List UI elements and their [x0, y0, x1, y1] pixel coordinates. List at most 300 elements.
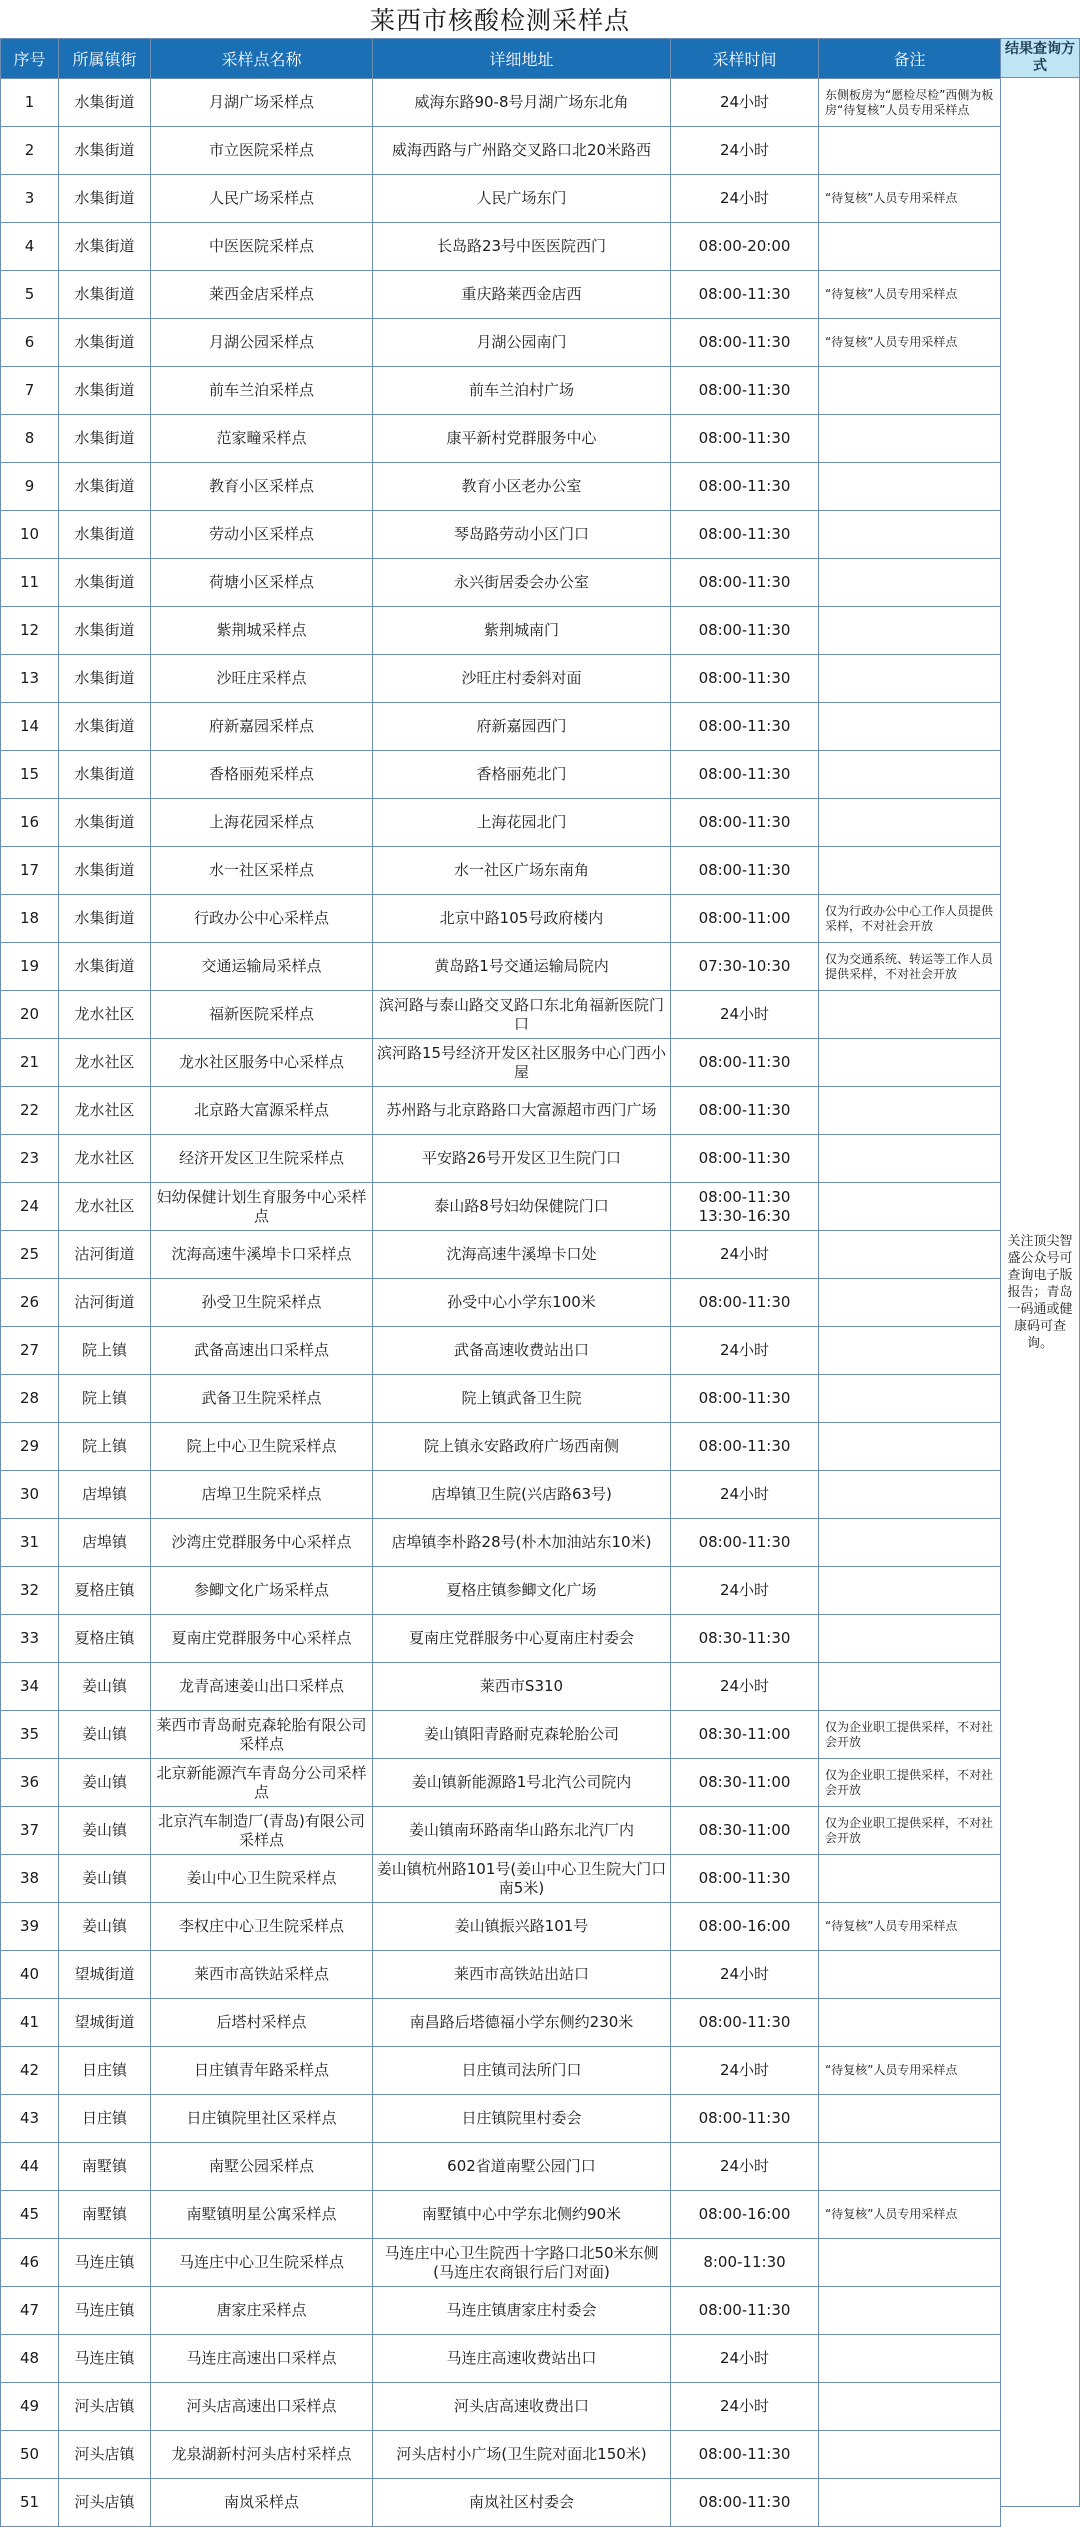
- cell-address[interactable]: 永兴街居委会办公室: [373, 559, 671, 607]
- cell-site-name[interactable]: 日庄镇青年路采样点: [151, 2047, 373, 2095]
- cell-address[interactable]: 院上镇永安路政府广场西南侧: [373, 1423, 671, 1471]
- cell-site-name[interactable]: 后塔村采样点: [151, 1999, 373, 2047]
- cell-index[interactable]: 21: [1, 1039, 59, 1087]
- cell-district[interactable]: 沽河街道: [59, 1231, 151, 1279]
- cell-address[interactable]: 孙受中心小学东100米: [373, 1279, 671, 1327]
- cell-hours[interactable]: 08:00-11:30: [671, 1855, 819, 1903]
- cell-index[interactable]: 38: [1, 1855, 59, 1903]
- cell-hours[interactable]: 07:30-10:30: [671, 943, 819, 991]
- cell-address[interactable]: 康平新村党群服务中心: [373, 415, 671, 463]
- cell-notes[interactable]: [819, 1375, 1001, 1423]
- column-header-index[interactable]: 序号: [1, 39, 59, 79]
- cell-notes[interactable]: [819, 655, 1001, 703]
- cell-index[interactable]: 7: [1, 367, 59, 415]
- cell-notes[interactable]: [819, 2287, 1001, 2335]
- cell-hours[interactable]: 08:00-11:30: [671, 2095, 819, 2143]
- cell-address[interactable]: 姜山镇阳青路耐克森轮胎公司: [373, 1711, 671, 1759]
- cell-index[interactable]: 12: [1, 607, 59, 655]
- cell-address[interactable]: 苏州路与北京路路口大富源超市西门广场: [373, 1087, 671, 1135]
- cell-address[interactable]: 人民广场东门: [373, 175, 671, 223]
- cell-notes[interactable]: “待复核”人员专用采样点: [819, 2191, 1001, 2239]
- cell-notes[interactable]: [819, 223, 1001, 271]
- cell-notes[interactable]: [819, 1663, 1001, 1711]
- cell-address[interactable]: 姜山镇新能源路1号北汽公司院内: [373, 1759, 671, 1807]
- cell-hours[interactable]: 08:00-11:30: [671, 1279, 819, 1327]
- cell-district[interactable]: 望城街道: [59, 1951, 151, 1999]
- cell-district[interactable]: 水集街道: [59, 79, 151, 127]
- cell-notes[interactable]: [819, 1087, 1001, 1135]
- cell-index[interactable]: 39: [1, 1903, 59, 1951]
- cell-hours[interactable]: 08:00-11:30: [671, 1087, 819, 1135]
- table-row[interactable]: [1, 2479, 1001, 2527]
- cell-notes[interactable]: [819, 415, 1001, 463]
- table-row[interactable]: [1, 703, 1001, 751]
- cell-district[interactable]: 马连庄镇: [59, 2239, 151, 2287]
- cell-address[interactable]: 黄岛路1号交通运输局院内: [373, 943, 671, 991]
- cell-site-name[interactable]: 月湖广场采样点: [151, 79, 373, 127]
- cell-address[interactable]: 上海花园北门: [373, 799, 671, 847]
- cell-hours[interactable]: 08:00-11:30: [671, 799, 819, 847]
- cell-address[interactable]: 马连庄镇唐家庄村委会: [373, 2287, 671, 2335]
- table-row[interactable]: [1, 271, 1001, 319]
- cell-site-name[interactable]: 南岚采样点: [151, 2479, 373, 2527]
- table-row[interactable]: [1, 847, 1001, 895]
- cell-notes[interactable]: [819, 1951, 1001, 1999]
- cell-index[interactable]: 25: [1, 1231, 59, 1279]
- cell-hours[interactable]: 24小时: [671, 1471, 819, 1519]
- table-row[interactable]: [1, 1375, 1001, 1423]
- cell-notes[interactable]: [819, 1279, 1001, 1327]
- cell-district[interactable]: 日庄镇: [59, 2095, 151, 2143]
- cell-site-name[interactable]: 教育小区采样点: [151, 463, 373, 511]
- cell-address[interactable]: 南昌路后塔德福小学东侧约230米: [373, 1999, 671, 2047]
- column-header-notes[interactable]: 备注: [819, 39, 1001, 79]
- cell-site-name[interactable]: 龙水社区服务中心采样点: [151, 1039, 373, 1087]
- cell-notes[interactable]: [819, 1567, 1001, 1615]
- cell-address[interactable]: 北京中路105号政府楼内: [373, 895, 671, 943]
- cell-notes[interactable]: [819, 1423, 1001, 1471]
- cell-hours[interactable]: 08:00-11:30: [671, 1519, 819, 1567]
- cell-notes[interactable]: [819, 559, 1001, 607]
- cell-site-name[interactable]: 水一社区采样点: [151, 847, 373, 895]
- cell-address[interactable]: 马连庄高速收费站出口: [373, 2335, 671, 2383]
- cell-address[interactable]: 店埠镇卫生院(兴店路63号): [373, 1471, 671, 1519]
- cell-site-name[interactable]: 店埠卫生院采样点: [151, 1471, 373, 1519]
- cell-notes[interactable]: [819, 799, 1001, 847]
- cell-hours[interactable]: 08:00-11:30: [671, 2287, 819, 2335]
- cell-district[interactable]: 沽河街道: [59, 1279, 151, 1327]
- table-row[interactable]: [1, 751, 1001, 799]
- cell-index[interactable]: 31: [1, 1519, 59, 1567]
- cell-hours[interactable]: 24小时: [671, 991, 819, 1039]
- cell-site-name[interactable]: 福新医院采样点: [151, 991, 373, 1039]
- cell-notes[interactable]: [819, 1183, 1001, 1231]
- cell-district[interactable]: 姜山镇: [59, 1759, 151, 1807]
- cell-address[interactable]: 前车兰泊村广场: [373, 367, 671, 415]
- cell-site-name[interactable]: 沙湾庄党群服务中心采样点: [151, 1519, 373, 1567]
- cell-address[interactable]: 沙旺庄村委斜对面: [373, 655, 671, 703]
- cell-address[interactable]: 紫荆城南门: [373, 607, 671, 655]
- cell-index[interactable]: 48: [1, 2335, 59, 2383]
- cell-district[interactable]: 院上镇: [59, 1423, 151, 1471]
- cell-index[interactable]: 16: [1, 799, 59, 847]
- cell-address[interactable]: 长岛路23号中医医院西门: [373, 223, 671, 271]
- cell-index[interactable]: 18: [1, 895, 59, 943]
- cell-site-name[interactable]: 月湖公园采样点: [151, 319, 373, 367]
- cell-address[interactable]: 香格丽苑北门: [373, 751, 671, 799]
- cell-district[interactable]: 店埠镇: [59, 1471, 151, 1519]
- cell-district[interactable]: 姜山镇: [59, 1711, 151, 1759]
- column-header-district[interactable]: 所属镇街: [59, 39, 151, 79]
- cell-site-name[interactable]: 南墅公园采样点: [151, 2143, 373, 2191]
- cell-notes[interactable]: 仅为企业职工提供采样，不对社会开放: [819, 1759, 1001, 1807]
- cell-index[interactable]: 23: [1, 1135, 59, 1183]
- cell-index[interactable]: 3: [1, 175, 59, 223]
- cell-district[interactable]: 水集街道: [59, 943, 151, 991]
- cell-address[interactable]: 院上镇武备卫生院: [373, 1375, 671, 1423]
- cell-site-name[interactable]: 经济开发区卫生院采样点: [151, 1135, 373, 1183]
- cell-district[interactable]: 水集街道: [59, 607, 151, 655]
- cell-district[interactable]: 夏格庄镇: [59, 1567, 151, 1615]
- cell-notes[interactable]: [819, 1327, 1001, 1375]
- cell-site-name[interactable]: 龙青高速姜山出口采样点: [151, 1663, 373, 1711]
- cell-hours[interactable]: 08:00-11:30: [671, 463, 819, 511]
- cell-district[interactable]: 院上镇: [59, 1375, 151, 1423]
- cell-address[interactable]: 平安路26号开发区卫生院门口: [373, 1135, 671, 1183]
- cell-index[interactable]: 49: [1, 2383, 59, 2431]
- cell-notes[interactable]: [819, 847, 1001, 895]
- cell-hours[interactable]: 08:00-11:30: [671, 367, 819, 415]
- cell-address[interactable]: 泰山路8号妇幼保健院门口: [373, 1183, 671, 1231]
- table-row[interactable]: [1, 1567, 1001, 1615]
- cell-index[interactable]: 36: [1, 1759, 59, 1807]
- cell-notes[interactable]: [819, 1519, 1001, 1567]
- cell-index[interactable]: 32: [1, 1567, 59, 1615]
- cell-notes[interactable]: [819, 1471, 1001, 1519]
- cell-notes[interactable]: “待复核”人员专用采样点: [819, 319, 1001, 367]
- cell-address[interactable]: 水一社区广场东南角: [373, 847, 671, 895]
- cell-district[interactable]: 马连庄镇: [59, 2287, 151, 2335]
- cell-district[interactable]: 龙水社区: [59, 991, 151, 1039]
- cell-site-name[interactable]: 孙受卫生院采样点: [151, 1279, 373, 1327]
- cell-district[interactable]: 水集街道: [59, 127, 151, 175]
- cell-site-name[interactable]: 交通运输局采样点: [151, 943, 373, 991]
- table-row[interactable]: [1, 1135, 1001, 1183]
- table-row[interactable]: [1, 2431, 1001, 2479]
- cell-index[interactable]: 27: [1, 1327, 59, 1375]
- cell-site-name[interactable]: 马连庄中心卫生院采样点: [151, 2239, 373, 2287]
- cell-district[interactable]: 姜山镇: [59, 1807, 151, 1855]
- cell-index[interactable]: 50: [1, 2431, 59, 2479]
- cell-index[interactable]: 24: [1, 1183, 59, 1231]
- cell-hours[interactable]: 08:00-11:30: [671, 1423, 819, 1471]
- cell-district[interactable]: 水集街道: [59, 559, 151, 607]
- cell-address[interactable]: 602省道南墅公园门口: [373, 2143, 671, 2191]
- table-row[interactable]: [1, 1663, 1001, 1711]
- cell-notes[interactable]: [819, 991, 1001, 1039]
- column-header-hours[interactable]: 采样时间: [671, 39, 819, 79]
- table-row[interactable]: [1, 367, 1001, 415]
- cell-site-name[interactable]: 上海花园采样点: [151, 799, 373, 847]
- cell-hours[interactable]: 08:00-11:30: [671, 655, 819, 703]
- cell-index[interactable]: 2: [1, 127, 59, 175]
- cell-index[interactable]: 40: [1, 1951, 59, 1999]
- cell-notes[interactable]: [819, 2431, 1001, 2479]
- cell-notes[interactable]: 东侧板房为“愿检尽检”西侧为板房“待复核”人员专用采样点: [819, 79, 1001, 127]
- cell-index[interactable]: 15: [1, 751, 59, 799]
- cell-district[interactable]: 马连庄镇: [59, 2335, 151, 2383]
- table-row[interactable]: [1, 991, 1001, 1039]
- cell-address[interactable]: 日庄镇院里村委会: [373, 2095, 671, 2143]
- cell-district[interactable]: 望城街道: [59, 1999, 151, 2047]
- table-row[interactable]: [1, 1807, 1001, 1855]
- table-row[interactable]: [1, 1759, 1001, 1807]
- cell-district[interactable]: 水集街道: [59, 847, 151, 895]
- cell-index[interactable]: 1: [1, 79, 59, 127]
- cell-index[interactable]: 42: [1, 2047, 59, 2095]
- cell-site-name[interactable]: 中医医院采样点: [151, 223, 373, 271]
- cell-hours[interactable]: 08:00-20:00: [671, 223, 819, 271]
- cell-hours[interactable]: 24小时: [671, 2047, 819, 2095]
- cell-notes[interactable]: [819, 1135, 1001, 1183]
- cell-index[interactable]: 6: [1, 319, 59, 367]
- cell-site-name[interactable]: 香格丽苑采样点: [151, 751, 373, 799]
- cell-district[interactable]: 龙水社区: [59, 1087, 151, 1135]
- table-row[interactable]: [1, 2143, 1001, 2191]
- table-row[interactable]: [1, 319, 1001, 367]
- cell-notes[interactable]: [819, 1615, 1001, 1663]
- cell-hours[interactable]: 08:00-11:30 13:30-16:30: [671, 1183, 819, 1231]
- cell-site-name[interactable]: 范家疃采样点: [151, 415, 373, 463]
- cell-site-name[interactable]: 姜山中心卫生院采样点: [151, 1855, 373, 1903]
- cell-address[interactable]: 莱西市高铁站出站口: [373, 1951, 671, 1999]
- cell-index[interactable]: 10: [1, 511, 59, 559]
- cell-district[interactable]: 河头店镇: [59, 2431, 151, 2479]
- table-row[interactable]: [1, 415, 1001, 463]
- table-row[interactable]: [1, 1087, 1001, 1135]
- table-row[interactable]: [1, 511, 1001, 559]
- cell-address[interactable]: 府新嘉园西门: [373, 703, 671, 751]
- cell-index[interactable]: 11: [1, 559, 59, 607]
- cell-district[interactable]: 南墅镇: [59, 2143, 151, 2191]
- cell-site-name[interactable]: 莱西市高铁站采样点: [151, 1951, 373, 1999]
- cell-notes[interactable]: “待复核”人员专用采样点: [819, 175, 1001, 223]
- cell-district[interactable]: 南墅镇: [59, 2191, 151, 2239]
- table-row[interactable]: [1, 1519, 1001, 1567]
- cell-notes[interactable]: [819, 751, 1001, 799]
- table-row[interactable]: [1, 2287, 1001, 2335]
- cell-index[interactable]: 43: [1, 2095, 59, 2143]
- cell-site-name[interactable]: 河头店高速出口采样点: [151, 2383, 373, 2431]
- table-row[interactable]: [1, 79, 1001, 127]
- cell-index[interactable]: 44: [1, 2143, 59, 2191]
- cell-notes[interactable]: [819, 2095, 1001, 2143]
- table-row[interactable]: [1, 1327, 1001, 1375]
- table-row[interactable]: [1, 2335, 1001, 2383]
- cell-hours[interactable]: 24小时: [671, 127, 819, 175]
- table-row[interactable]: [1, 1231, 1001, 1279]
- cell-notes[interactable]: [819, 2143, 1001, 2191]
- cell-site-name[interactable]: 行政办公中心采样点: [151, 895, 373, 943]
- cell-notes[interactable]: “待复核”人员专用采样点: [819, 271, 1001, 319]
- table-row[interactable]: [1, 175, 1001, 223]
- cell-district[interactable]: 水集街道: [59, 223, 151, 271]
- cell-address[interactable]: 姜山镇南环路南华山路东北汽厂内: [373, 1807, 671, 1855]
- cell-district[interactable]: 水集街道: [59, 751, 151, 799]
- cell-notes[interactable]: “待复核”人员专用采样点: [819, 1903, 1001, 1951]
- table-row[interactable]: [1, 1855, 1001, 1903]
- cell-address[interactable]: 河头店高速收费出口: [373, 2383, 671, 2431]
- cell-address[interactable]: 莱西市S310: [373, 1663, 671, 1711]
- cell-address[interactable]: 日庄镇司法所门口: [373, 2047, 671, 2095]
- table-row[interactable]: [1, 1471, 1001, 1519]
- cell-index[interactable]: 47: [1, 2287, 59, 2335]
- cell-hours[interactable]: 08:00-11:00: [671, 895, 819, 943]
- cell-district[interactable]: 龙水社区: [59, 1039, 151, 1087]
- cell-hours[interactable]: 08:00-11:30: [671, 1039, 819, 1087]
- cell-site-name[interactable]: 南墅镇明星公寓采样点: [151, 2191, 373, 2239]
- cell-hours[interactable]: 24小时: [671, 2143, 819, 2191]
- cell-site-name[interactable]: 夏南庄党群服务中心采样点: [151, 1615, 373, 1663]
- table-row[interactable]: [1, 943, 1001, 991]
- table-row[interactable]: [1, 127, 1001, 175]
- cell-address[interactable]: 店埠镇李朴路28号(朴木加油站东10米): [373, 1519, 671, 1567]
- cell-hours[interactable]: 24小时: [671, 1567, 819, 1615]
- cell-site-name[interactable]: 府新嘉园采样点: [151, 703, 373, 751]
- table-row[interactable]: [1, 655, 1001, 703]
- cell-index[interactable]: 46: [1, 2239, 59, 2287]
- cell-address[interactable]: 滨河路与泰山路交叉路口东北角福新医院门口: [373, 991, 671, 1039]
- cell-site-name[interactable]: 北京汽车制造厂(青岛)有限公司采样点: [151, 1807, 373, 1855]
- cell-notes[interactable]: [819, 463, 1001, 511]
- cell-index[interactable]: 19: [1, 943, 59, 991]
- cell-hours[interactable]: 08:00-11:30: [671, 607, 819, 655]
- cell-address[interactable]: 威海西路与广州路交叉路口北20米路西: [373, 127, 671, 175]
- cell-site-name[interactable]: 日庄镇院里社区采样点: [151, 2095, 373, 2143]
- cell-hours[interactable]: 24小时: [671, 1327, 819, 1375]
- cell-site-name[interactable]: 前车兰泊采样点: [151, 367, 373, 415]
- cell-notes[interactable]: [819, 703, 1001, 751]
- cell-site-name[interactable]: 莱西市青岛耐克森轮胎有限公司采样点: [151, 1711, 373, 1759]
- table-row[interactable]: [1, 1951, 1001, 1999]
- column-header-site-name[interactable]: 采样点名称: [151, 39, 373, 79]
- cell-index[interactable]: 51: [1, 2479, 59, 2527]
- cell-site-name[interactable]: 唐家庄采样点: [151, 2287, 373, 2335]
- cell-address[interactable]: 琴岛路劳动小区门口: [373, 511, 671, 559]
- cell-hours[interactable]: 08:00-16:00: [671, 2191, 819, 2239]
- cell-site-name[interactable]: 李权庄中心卫生院采样点: [151, 1903, 373, 1951]
- table-row[interactable]: [1, 1279, 1001, 1327]
- cell-notes[interactable]: 仅为行政办公中心工作人员提供采样，不对社会开放: [819, 895, 1001, 943]
- cell-notes[interactable]: 仅为企业职工提供采样，不对社会开放: [819, 1807, 1001, 1855]
- table-row[interactable]: [1, 559, 1001, 607]
- cell-index[interactable]: 8: [1, 415, 59, 463]
- table-row[interactable]: [1, 1615, 1001, 1663]
- cell-hours[interactable]: 08:00-11:30: [671, 319, 819, 367]
- cell-hours[interactable]: 08:00-11:30: [671, 559, 819, 607]
- cell-hours[interactable]: 08:00-11:30: [671, 511, 819, 559]
- cell-address[interactable]: 河头店村小广场(卫生院对面北150米): [373, 2431, 671, 2479]
- table-row[interactable]: [1, 799, 1001, 847]
- cell-notes[interactable]: [819, 1999, 1001, 2047]
- cell-address[interactable]: 月湖公园南门: [373, 319, 671, 367]
- cell-site-name[interactable]: 莱西金店采样点: [151, 271, 373, 319]
- cell-hours[interactable]: 08:30-11:00: [671, 1807, 819, 1855]
- cell-notes[interactable]: [819, 127, 1001, 175]
- cell-district[interactable]: 水集街道: [59, 271, 151, 319]
- table-row[interactable]: [1, 1183, 1001, 1231]
- cell-hours[interactable]: 24小时: [671, 79, 819, 127]
- cell-index[interactable]: 41: [1, 1999, 59, 2047]
- table-row[interactable]: [1, 1423, 1001, 1471]
- cell-district[interactable]: 河头店镇: [59, 2479, 151, 2527]
- cell-site-name[interactable]: 荷塘小区采样点: [151, 559, 373, 607]
- table-row[interactable]: [1, 895, 1001, 943]
- table-row[interactable]: [1, 463, 1001, 511]
- cell-district[interactable]: 日庄镇: [59, 2047, 151, 2095]
- cell-district[interactable]: 水集街道: [59, 463, 151, 511]
- cell-hours[interactable]: 08:00-11:30: [671, 1999, 819, 2047]
- cell-address[interactable]: 姜山镇杭州路101号(姜山中心卫生院大门口南5米): [373, 1855, 671, 1903]
- cell-district[interactable]: 姜山镇: [59, 1855, 151, 1903]
- cell-address[interactable]: 滨河路15号经济开发区社区服务中心门西小屋: [373, 1039, 671, 1087]
- cell-address[interactable]: 夏格庄镇参鲫文化广场: [373, 1567, 671, 1615]
- cell-index[interactable]: 14: [1, 703, 59, 751]
- cell-hours[interactable]: 08:30-11:00: [671, 1711, 819, 1759]
- cell-site-name[interactable]: 马连庄高速出口采样点: [151, 2335, 373, 2383]
- cell-address[interactable]: 教育小区老办公室: [373, 463, 671, 511]
- cell-hours[interactable]: 08:00-11:30: [671, 415, 819, 463]
- cell-index[interactable]: 37: [1, 1807, 59, 1855]
- cell-hours[interactable]: 08:00-11:30: [671, 2479, 819, 2527]
- cell-notes[interactable]: [819, 1855, 1001, 1903]
- cell-notes[interactable]: [819, 511, 1001, 559]
- cell-address[interactable]: 重庆路莱西金店西: [373, 271, 671, 319]
- cell-hours[interactable]: 08:30-11:30: [671, 1615, 819, 1663]
- cell-district[interactable]: 店埠镇: [59, 1519, 151, 1567]
- cell-address[interactable]: 武备高速收费站出口: [373, 1327, 671, 1375]
- cell-district[interactable]: 姜山镇: [59, 1663, 151, 1711]
- table-row[interactable]: [1, 1039, 1001, 1087]
- cell-district[interactable]: 水集街道: [59, 655, 151, 703]
- cell-hours[interactable]: 8:00-11:30: [671, 2239, 819, 2287]
- cell-index[interactable]: 35: [1, 1711, 59, 1759]
- cell-hours[interactable]: 08:00-11:30: [671, 1375, 819, 1423]
- table-row[interactable]: [1, 2095, 1001, 2143]
- cell-district[interactable]: 水集街道: [59, 511, 151, 559]
- cell-notes[interactable]: [819, 2479, 1001, 2527]
- cell-index[interactable]: 13: [1, 655, 59, 703]
- cell-site-name[interactable]: 市立医院采样点: [151, 127, 373, 175]
- cell-hours[interactable]: 08:00-11:30: [671, 1135, 819, 1183]
- table-row[interactable]: [1, 607, 1001, 655]
- cell-site-name[interactable]: 人民广场采样点: [151, 175, 373, 223]
- table-row[interactable]: [1, 223, 1001, 271]
- cell-site-name[interactable]: 北京路大富源采样点: [151, 1087, 373, 1135]
- cell-index[interactable]: 4: [1, 223, 59, 271]
- cell-address[interactable]: 南岚社区村委会: [373, 2479, 671, 2527]
- cell-notes[interactable]: [819, 2335, 1001, 2383]
- table-row[interactable]: [1, 2047, 1001, 2095]
- cell-site-name[interactable]: 北京新能源汽车青岛分公司采样点: [151, 1759, 373, 1807]
- cell-address[interactable]: 沈海高速牛溪埠卡口处: [373, 1231, 671, 1279]
- cell-index[interactable]: 9: [1, 463, 59, 511]
- cell-district[interactable]: 夏格庄镇: [59, 1615, 151, 1663]
- cell-site-name[interactable]: 武备卫生院采样点: [151, 1375, 373, 1423]
- column-header-address[interactable]: 详细地址: [373, 39, 671, 79]
- cell-district[interactable]: 水集街道: [59, 703, 151, 751]
- cell-hours[interactable]: 24小时: [671, 1231, 819, 1279]
